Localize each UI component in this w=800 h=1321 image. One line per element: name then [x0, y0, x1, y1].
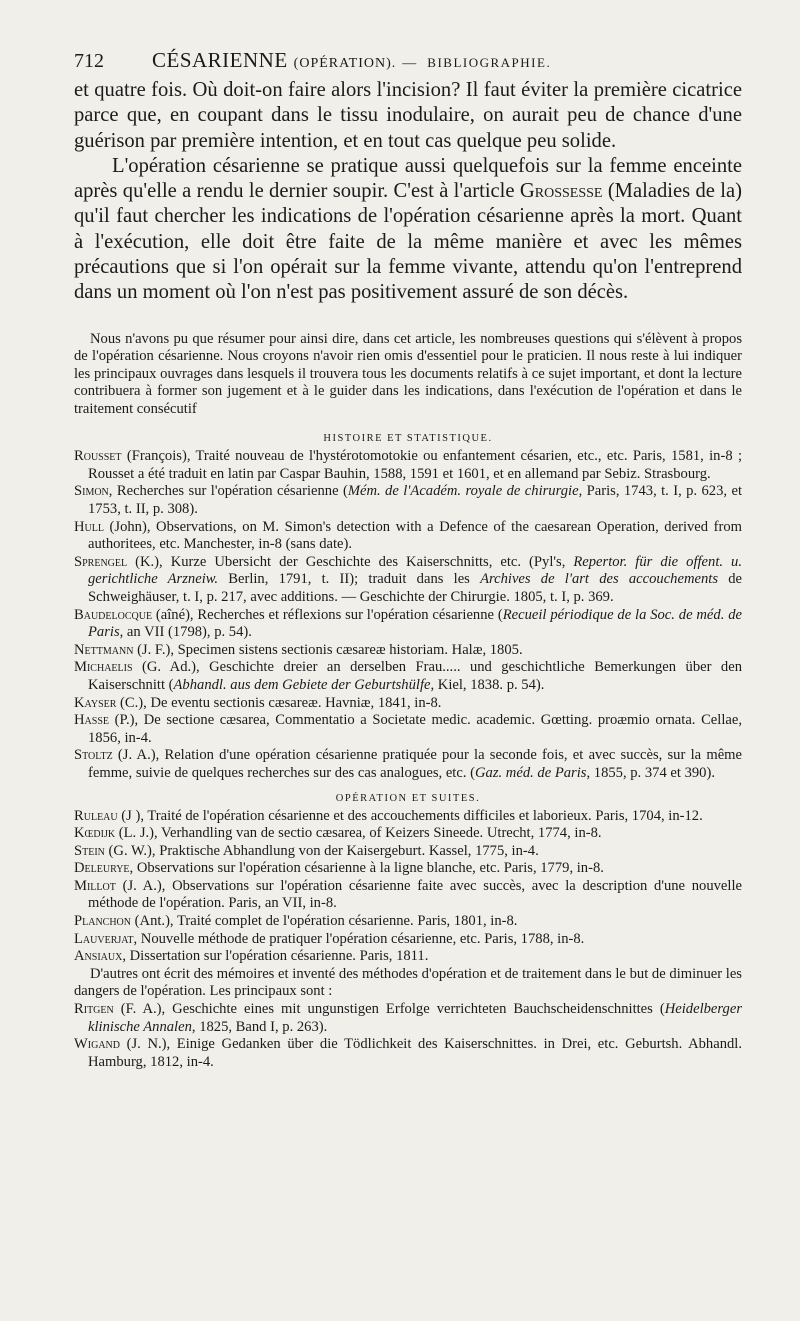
entry-author: Planchon	[74, 913, 132, 930]
bibliography-list-operation	[74, 808, 742, 966]
entry-text: (J ), Traité de l'opération césarienne et des accouchements difficiles et laborieux. Paris, 1704, in-12.	[117, 807, 703, 824]
entry-author: Sprengel	[74, 553, 128, 570]
bibliography-entry	[74, 1036, 742, 1071]
bibliography-list-histoire	[74, 448, 742, 782]
entry-author: Wigand	[74, 1036, 120, 1053]
bibliography-entry	[74, 747, 742, 782]
entry-author: Deleurye	[74, 860, 130, 877]
entry-title-italic: Heidelberger klinische Annalen	[88, 1001, 742, 1035]
entry-text: , 1825, Band I, p. 263).	[191, 1018, 328, 1035]
entry-title-italic: Recueil périodique de la Soc. de méd. de Paris	[88, 606, 742, 641]
article-reference: Grossesse	[519, 180, 603, 203]
header-separator: —	[402, 56, 418, 71]
entry-author: Millot	[74, 877, 116, 894]
bibliography-list-methods	[74, 1001, 742, 1071]
entry-text: (L. J.), Verhandling van de sectio cæsarea, of Keizers Sineede. Utrecht, 1774, in-8.	[115, 825, 602, 842]
entry-title-italic: Abhandl. aus dem Gebiete der Geburtshülfe	[173, 676, 431, 693]
entry-text: (G. Ad.), Geschichte dreier an derselben Frau..... und geschichtliche Bemerkungen über den Kaiserschnitt (	[88, 659, 742, 693]
entry-author: Stein	[74, 842, 105, 859]
running-subtitle: (OPÉRATION).	[293, 56, 397, 71]
bibliography-entry	[74, 948, 742, 966]
entry-author: Lauverjat	[74, 930, 134, 947]
bibliography-entry	[74, 808, 742, 826]
bibliography-entry	[74, 519, 742, 554]
entry-author: Ansiaux	[74, 948, 123, 965]
entry-title-italic: Mém. de l'Académ. royale de chirurgie	[347, 483, 579, 500]
entry-text: de Schweighäuser, t. I, p. 217, avec additions. — Geschichte der Chirurgie. 1805, t. I, p. 369.	[88, 571, 742, 605]
paragraph-2	[74, 154, 742, 306]
entry-title-italic: Gaz. méd. de Paris	[474, 764, 587, 781]
entry-text: , 1855, p. 374 et 390).	[586, 764, 715, 781]
entry-text: , Nouvelle méthode de pratiquer l'opération césarienne, etc. Paris, 1788, in-8.	[133, 930, 585, 947]
bibliography-entry	[74, 825, 742, 843]
page-number: 712	[74, 50, 104, 72]
entry-text: , Recherches sur l'opération césarienne (	[108, 483, 348, 500]
running-header	[74, 48, 742, 78]
bibliography-entry	[74, 642, 742, 660]
entry-author: Kayser	[74, 694, 117, 711]
entry-text: , Kiel, 1838. p. 54).	[430, 676, 545, 693]
paragraph-2-end: (Maladies de la) qu'il faut chercher les indications de l'opération césarienne après la mort. Quant à l'exécution, elle doit être faite de la même manière et avec les mêmes précautions que si l'on opérait sur la femme vivante, attendu qu'on l'entreprend dans un moment où l'on n'est pas positivement assuré de son décès.	[74, 180, 742, 304]
entry-text: , Observations sur l'opération césarienne à la ligne blanche, etc. Paris, 1779, in-8.	[129, 860, 604, 877]
running-title: CÉSARIENNE	[152, 48, 288, 72]
entry-author: Baudelocque	[74, 606, 153, 623]
entry-author: Rousset	[74, 448, 122, 465]
bibliography-entry	[74, 931, 742, 949]
entry-author: Nettmann	[74, 641, 134, 658]
bibliography-entry	[74, 695, 742, 713]
bibliography-entry	[74, 878, 742, 913]
entry-text: (J. F.), Specimen sistens sectionis cæsareæ historiam. Halæ, 1805.	[133, 641, 523, 658]
section-heading-histoire: HISTOIRE ET STATISTIQUE.	[323, 433, 493, 445]
bibliography-entry	[74, 1001, 742, 1036]
section-heading-operation: OPÉRATION ET SUITES.	[335, 792, 481, 804]
entry-text: (Ant.), Traité complet de l'opération césarienne. Paris, 1801, in-8.	[131, 913, 518, 930]
paragraph-2-start: L'opération césarienne se pratique aussi quelquefois sur la femme enceinte après qu'elle a rendu le dernier soupir. C'est à l'article	[74, 154, 742, 203]
paragraph-1: et quatre fois. Où doit-on faire alors l'incision? Il faut éviter la première cicatrice parce que, en coupant dans le tissu inodulaire, on aurait peu de chance d'une guérison par première intention, et en tout cas quelque peu solide.	[74, 79, 742, 152]
bibliography-entry	[74, 913, 742, 931]
methods-paragraph: D'autres ont écrit des mémoires et inventé des méthodes d'opération et de traitement dans le but de diminuer les dangers de l'opération. Les principaux sont :	[74, 965, 742, 1000]
bibliography-entry	[74, 483, 742, 518]
entry-author: Ritgen	[74, 1001, 114, 1018]
entry-author: Hull	[74, 518, 104, 535]
entry-text: , Paris, 1743, t. I, p. 623, et 1753, t. II, p. 308).	[88, 483, 742, 518]
entry-text: (P.), De sectione cæsarea, Commentatio a Societate medic. academic. Gœtting. proæmio ornata. Cellae, 1856, in-4.	[88, 712, 742, 746]
bibliography-entry	[74, 860, 742, 878]
main-text	[74, 78, 742, 306]
bibliography-entry	[74, 554, 742, 607]
entry-text: (aîné), Recherches et réflexions sur l'opération césarienne (	[152, 606, 503, 623]
bibliography-entry	[74, 659, 742, 694]
bibliography-entry	[74, 843, 742, 861]
entry-author: Simon	[74, 483, 109, 500]
entry-text: (J. A.), Observations sur l'opération césarienne faite avec succès, avec la description d'une nouvelle méthode de l'opération. Paris, an VII, in-8.	[88, 877, 742, 912]
bibliography-entry	[74, 607, 742, 642]
entry-author: Michaelis	[74, 659, 133, 676]
entry-author: Stoltz	[74, 747, 113, 764]
entry-title-italic: Archives de l'art des accouchements	[480, 571, 719, 588]
running-section: BIBLIOGRAPHIE.	[427, 55, 552, 70]
entry-title-italic: Repertor. für die offent. u. gerichtliche Arzneiw.	[88, 553, 742, 588]
bibliography-entry	[74, 712, 742, 747]
entry-text: (F. A.), Geschichte eines mit ungunstigen Erfolge verrichteten Bauchscheidenschnittes (	[113, 1001, 665, 1018]
entry-text: , Dissertation sur l'opération césarienne. Paris, 1811.	[122, 948, 429, 965]
entry-text: (J. A.), Relation d'une opération césarienne pratiquée pour la seconde fois, et avec succès, sur la même femme, suivie de quelques recherches sur des cas analogues, etc. (	[88, 747, 742, 781]
bibliography-intro-note: Nous n'avons pu que résumer pour ainsi dire, dans cet article, les nombreuses questions qui s'élèvent à propos de l'opération césarienne. Nous croyons n'avoir rien omis d'essentiel pour le praticien. Il nous reste à lui indiquer les principaux ouvrages dans lesquels il trouvera tous les documents relatifs à ce sujet important, et dont la lecture contribuera à former son jugement et à le guider dans les indications, dans l'exécution de l'opération et dans le traitement consécutif	[74, 330, 742, 418]
entry-text: (J. N.), Einige Gedanken über die Tödlichkeit des Kaiserschnittes. in Drei, etc. Geburtsh. Abhandl. Hamburg, 1812, in-4.	[88, 1036, 742, 1070]
entry-author: Ruleau	[74, 807, 118, 824]
entry-text: (K.), Kurze Ubersicht der Geschichte des Kaiserschnitts, etc. (Pyl's,	[127, 553, 574, 570]
entry-author: Kœdijk	[74, 825, 116, 842]
entry-author: Hasse	[74, 712, 109, 729]
bibliography-entry	[74, 448, 742, 483]
book-page	[74, 48, 742, 1071]
entry-text: , an VII (1798), p. 54).	[119, 624, 252, 641]
entry-text: Berlin, 1791, t. II); traduit dans les	[218, 571, 481, 588]
entry-text: (C.), De eventu sectionis cæsareæ. Havniæ, 1841, in-8.	[116, 694, 442, 711]
entry-text: (G. W.), Praktische Abhandlung von der Kaisergeburt. Kassel, 1775, in-4.	[104, 842, 539, 859]
entry-text: (François), Traité nouveau de l'hystérotomotokie ou enfantement césarien, etc., etc. Paris, 1581, in-8 ; Rousset a été traduit en latin par Caspar Bauhin, 1588, 1591 et 1601, et en allemand par Sebiz. Strasbourg.	[88, 448, 742, 482]
entry-text: (John), Observations, on M. Simon's detection with a Defence of the caesarean Operation, derived from authoritees, etc. Manchester, in-8 (sans date).	[88, 518, 742, 553]
